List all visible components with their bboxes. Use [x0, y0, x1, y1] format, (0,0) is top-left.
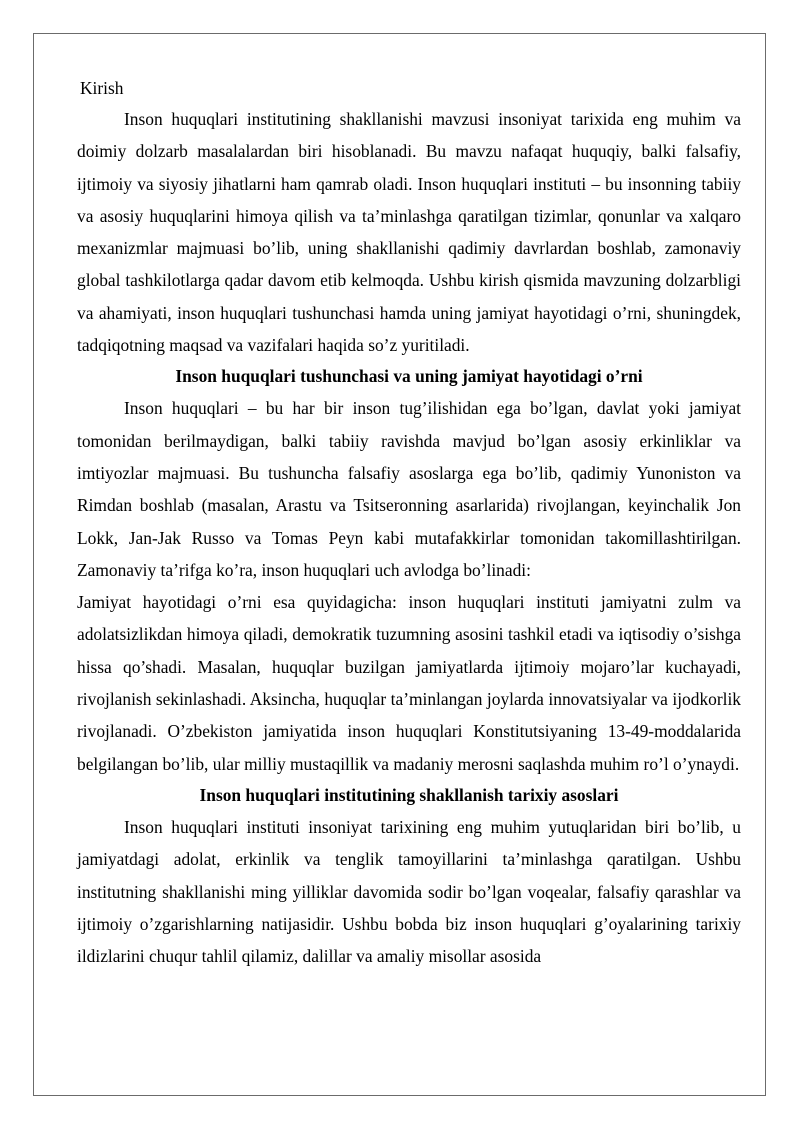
- section1-heading: Inson huquqlari tushunchasi va uning jamiyat hayotidagi o’rni: [175, 366, 643, 387]
- section1-paragraph2: Jamiyat hayotidagi o’rni esa quyidagicha: inson huquqlari instituti jamiyatni zulm va adolatsizlikdan himoya qiladi, demokratik tuzumning asosini tashkil etadi va iqtisodiy o’sishga hissa qo’shadi. Masalan, huquqlar buzilgan jamiyatlarda ijtimoiy mojaro’lar kuchayadi, rivojlanish sekinlashadi. Aksincha, huquqlar ta’minlangan joylarda innovatsiyalar va ijodkorlik rivojlanadi. O’zbekiston jamiyatida inson huquqlari Konstitutsiyaning 13-49-moddalarida belgilangan bo’lib, ular milliy mustaqillik va madaniy merosni saqlashda muhim ro’l o’ynaydi.: [77, 592, 741, 774]
- section1-paragraph1: Inson huquqlari – bu har bir inson tug’ilishidan ega bo’lgan, davlat yoki jamiyat tomonidan berilmaydigan, balki tabiiy ravishda mavjud bo’lgan asosiy erkinliklar va imtiyozlar majmuasi. Bu tushuncha falsafiy asoslarga ega bo’lib, qadimiy Yunoniston va Rimdan boshlab (masalan, Arastu va Tsitseronning asarlarida) rivojlangan, keyinchalik Jon Lokk, Jan-Jak Russo va Tomas Peyn kabi mutafakkirlar tomonidan takomillashtirilgan. Zamonaviy ta’rifga ko’ra, inson huquqlari uch avlodga bo’linadi:: [77, 398, 741, 580]
- section2-heading: Inson huquqlari institutining shakllanish tarixiy asoslari: [199, 784, 619, 805]
- section2-paragraph1: Inson huquqlari instituti insoniyat tarixining eng muhim yutuqlaridan biri bo’lib, u jamiyatdagi adolat, erkinlik va tenglik tamoyillarini ta’minlashga qaratilgan. Ushbu institutning shakllanishi ming yilliklar davomida sodir bo’lgan voqealar, falsafiy qarashlar va ijtimoiy o’zgarishlarning natijasidir. Ushbu bobda biz inson huquqlari g’oyalarining tarixiy ildizlarini chuqur tahlil qilamiz, dalillar va amaliy misollar asosida: [77, 816, 741, 967]
- intro-paragraph: Inson huquqlari institutining shakllanishi mavzusi insoniyat tarixida eng muhim va doimiy dolzarb masalalardan biri hisoblanadi. Bu mavzu nafaqat huquqiy, balki falsafiy, ijtimoiy va siyosiy jihatlarni ham qamrab oladi. Inson huquqlari instituti – bu insonning tabiiy va asosiy huquqlarini himoya qilish va ta’minlashga qaratilgan tizimlar, qonunlar va xalqaro mexanizmlar majmuasi bo’lib, uning shakllanishi qadimiy davrlardan boshlab, zamonaviy global tashkilotlarga qadar davom etib kelmoqda. Ushbu kirish qismida mavzuning dolzarbligi va ahamiyati, inson huquqlari tushunchasi hamda uning jamiyat hayotidagi o’rni, shuningdek, tadqiqotning maqsad va vazifalari haqida so’z yuritiladi.: [77, 109, 741, 356]
- intro-heading: Kirish: [80, 78, 124, 98]
- document-body: [77, 74, 741, 972]
